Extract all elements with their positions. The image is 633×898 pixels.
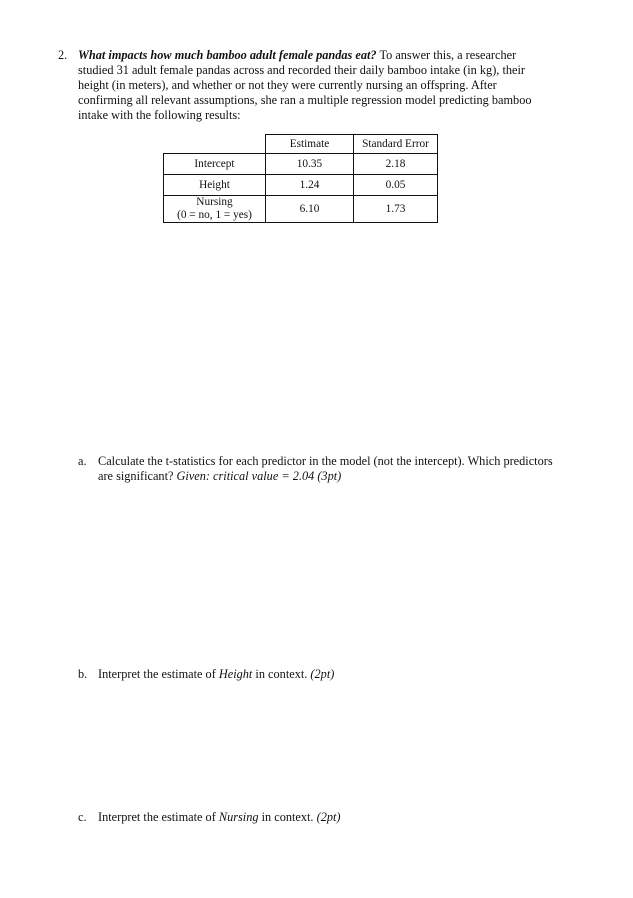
question-number: 2. xyxy=(58,48,68,62)
row-label-line1: Nursing xyxy=(196,196,233,208)
part-c-text xyxy=(98,810,341,825)
part-c xyxy=(78,810,478,826)
part-a-line2-text: predictors are significant? xyxy=(98,454,553,483)
row-estimate: 10.35 xyxy=(266,154,354,175)
part-a-given: Given: critical value = 2.04 xyxy=(176,469,315,483)
part-a-points: (3pt) xyxy=(317,469,342,483)
row-label: Height xyxy=(164,175,266,196)
row-standard-error: 2.18 xyxy=(354,154,438,175)
part-a-line1: Calculate the t-statistics for each predictor in the model (not the intercept). Which xyxy=(98,454,501,468)
part-c-text-after: in context. xyxy=(261,810,314,824)
part-c-term: Nursing xyxy=(218,810,259,824)
part-b-label: b. xyxy=(78,667,88,681)
row-estimate: 1.24 xyxy=(266,175,354,196)
part-b xyxy=(78,667,478,683)
table-row xyxy=(164,154,438,175)
part-b-text-after: in context. xyxy=(255,667,308,681)
part-b-points: (2pt) xyxy=(310,667,335,681)
part-b-text-before: Interpret the estimate of xyxy=(98,667,216,681)
table-header-row xyxy=(164,135,438,154)
table-row xyxy=(164,196,438,223)
row-standard-error: 0.05 xyxy=(354,175,438,196)
part-a xyxy=(78,454,558,486)
row-label: Intercept xyxy=(164,154,266,175)
row-label xyxy=(164,196,266,223)
table-header-standard-error: Standard Error xyxy=(354,135,438,154)
question-title: What impacts how much bamboo adult female pandas eat? xyxy=(78,48,377,62)
part-c-label: c. xyxy=(78,810,87,824)
part-a-label: a. xyxy=(78,454,87,468)
regression-results-table xyxy=(163,134,438,223)
part-c-points: (2pt) xyxy=(316,810,341,824)
question-body: To answer this, a researcher studied 31 adult female pandas across and recorded their daily bamboo intake (in kg), their height (in meters), and whether or not they were currently nursing an offspring. After confirming all relevant assumptions, she ran a multiple regression model predicting bamboo intake with the following results: xyxy=(78,48,532,122)
part-b-term: Height xyxy=(218,667,253,681)
table-row xyxy=(164,175,438,196)
part-c-text-before: Interpret the estimate of xyxy=(98,810,216,824)
table-header-estimate: Estimate xyxy=(266,135,354,154)
row-label-line2: (0 = no, 1 = yes) xyxy=(177,209,252,221)
row-standard-error: 1.73 xyxy=(354,196,438,223)
row-estimate: 6.10 xyxy=(266,196,354,223)
part-a-text xyxy=(98,454,553,484)
table-header-empty xyxy=(164,135,266,154)
question-text xyxy=(78,48,548,123)
part-b-text xyxy=(98,667,334,682)
